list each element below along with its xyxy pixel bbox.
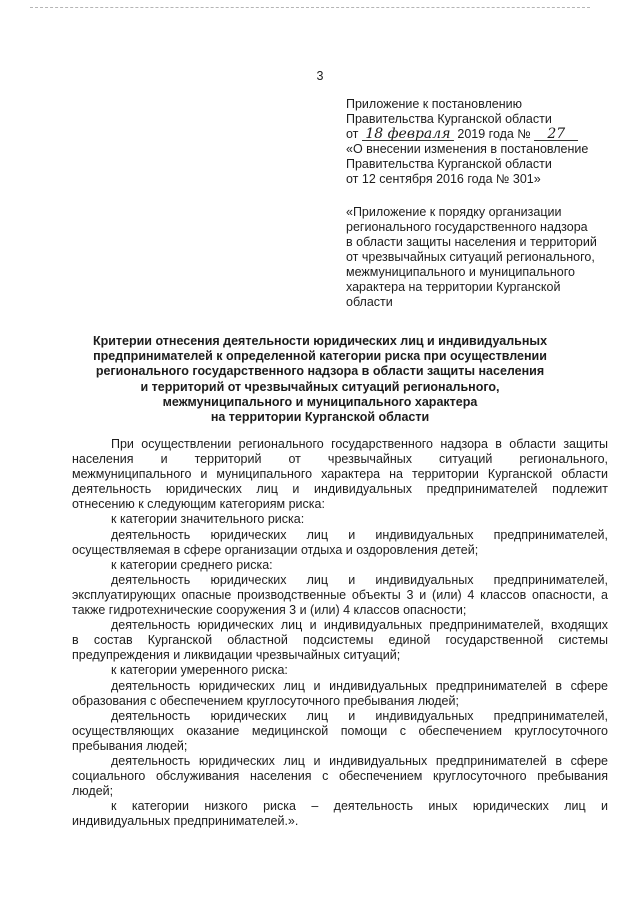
title-line: межмуниципального и муниципального характера: [162, 394, 478, 409]
body-line: в состав Курганской областной подсистемы единой государственной системы: [72, 633, 608, 648]
page-number: 3: [316, 69, 324, 83]
body-line: людей;: [72, 784, 114, 799]
body-line: индивидуальных предпринимателей.».: [72, 814, 299, 829]
document-body: [72, 437, 608, 829]
title-line: и территорий от чрезвычайных ситуаций регионального,: [140, 379, 500, 394]
body-line: предупреждения и ликвидации чрезвычайных ситуаций;: [72, 648, 401, 663]
document-title: [60, 334, 580, 425]
body-line: деятельность юридических лиц и индивидуальных предпринимателей подлежит: [72, 482, 608, 497]
appendix-line: от чрезвычайных ситуаций регионального,: [346, 250, 595, 264]
body-line: деятельность юридических лиц и индивидуальных предпринимателей,: [111, 527, 608, 542]
appendix-line: «О внесении изменения в постановление: [346, 142, 589, 156]
body-line: образования с обеспечением круглосуточного пребывания людей;: [72, 693, 459, 708]
body-line: отнесению к следующим категориям риска:: [72, 497, 325, 512]
title-line: на территории Курганской области: [210, 410, 430, 425]
body-line: также гидротехнические сооружения 3 и (или) 4 классов опасности;: [72, 603, 467, 618]
body-line: При осуществлении регионального государственного надзора в области защиты: [111, 437, 608, 451]
body-line: деятельность юридических лиц и индивидуальных предпринимателей, входящих: [111, 618, 608, 633]
appendix-line: в области защиты населения и территорий: [346, 235, 597, 249]
body-line: эксплуатирующих опасные производственные объекты 3 и (или) 4 классов опасности, а: [72, 587, 608, 602]
body-line: деятельность юридических лиц и индивидуальных предпринимателей,: [111, 572, 608, 587]
appendix-line: от 12 сентября 2016 года № 301»: [346, 172, 541, 186]
appendix-to-procedure: [346, 205, 616, 310]
body-line: межмуниципального и муниципального характера на территории Курганской области: [72, 467, 608, 482]
handwritten-date: 18 февраля: [362, 128, 454, 141]
appendix-line: характера на территории Курганской: [346, 280, 561, 294]
body-line: к категории умеренного риска:: [111, 663, 288, 678]
appendix-line: области: [346, 295, 393, 309]
appendix-header: [346, 97, 616, 187]
appendix-date-mid: 2019 года №: [457, 127, 531, 141]
appendix-line: «Приложение к порядку организации: [346, 205, 562, 219]
body-line: деятельность юридических лиц и индивидуальных предпринимателей в сфере: [111, 678, 608, 693]
body-line: к категории значительного риска:: [111, 512, 305, 527]
appendix-date-line: [346, 127, 616, 142]
appendix-line: Правительства Курганской области: [346, 112, 552, 126]
title-line: Критерии отнесения деятельности юридических лиц и индивидуальных: [92, 334, 548, 348]
title-line: регионального государственного надзора в области защиты населения: [95, 364, 545, 379]
body-line: населения и территорий от чрезвычайных ситуаций регионального,: [72, 452, 608, 467]
title-line: предпринимателей к определенной категории риска при осуществлении: [93, 349, 547, 364]
body-line: осуществляемая в сфере организации отдыха и оздоровления детей;: [72, 542, 479, 557]
appendix-line: регионального государственного надзора: [346, 220, 588, 234]
body-line: к категории низкого риска – деятельность иных юридических лиц и: [111, 799, 608, 814]
handwritten-number: 27: [534, 128, 578, 141]
appendix-line: межмуниципального и муниципального: [346, 265, 575, 279]
appendix-line: Правительства Курганской области: [346, 157, 552, 171]
body-line: к категории среднего риска:: [111, 557, 273, 572]
appendix-line: Приложение к постановлению: [346, 97, 522, 111]
scan-top-edge: [30, 7, 590, 8]
appendix-date-prefix: от: [346, 127, 359, 141]
body-line: деятельность юридических лиц и индивидуальных предпринимателей в сфере: [111, 753, 608, 768]
body-line: деятельность юридических лиц и индивидуальных предпринимателей,: [111, 708, 608, 723]
body-line: пребывания людей;: [72, 738, 188, 753]
body-line: социального обслуживания населения с обеспечением круглосуточного пребывания: [72, 769, 608, 784]
body-line: осуществляющих оказание медицинской помощи с обеспечением круглосуточного: [72, 723, 608, 738]
